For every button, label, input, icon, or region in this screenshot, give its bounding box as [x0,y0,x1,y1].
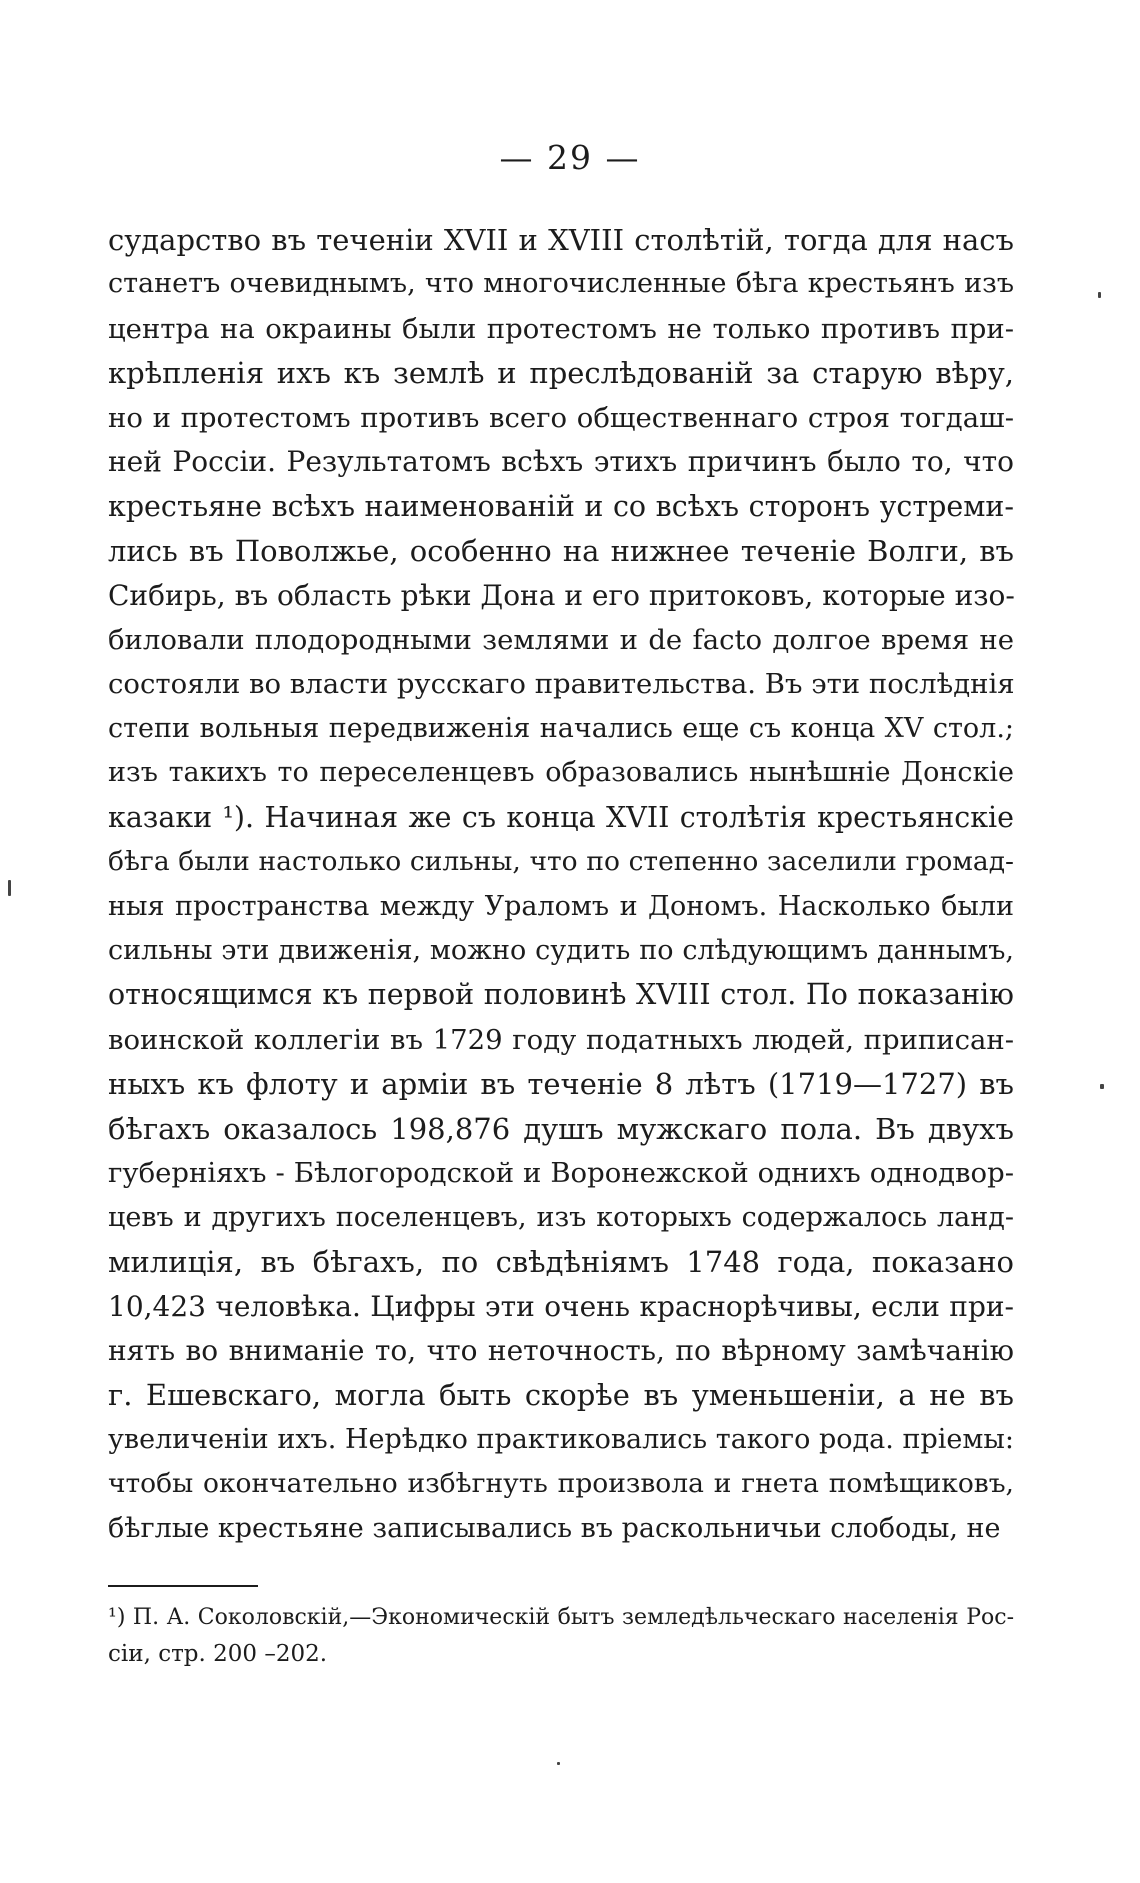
scan-speck [8,880,11,896]
text-line: губерніяхъ - Бѣлогородской и Воронежской однихъ однодвор- [108,1157,1014,1190]
text-line: Сибирь, въ область рѣки Дона и его притоковъ, которые изо- [108,578,1015,612]
text-line: милиція, въ бѣгахъ, по свѣдѣніямъ 1748 года, показано [108,1245,1014,1280]
text-line: относящимся къ первой половинѣ XVIII стол. По показанію [108,978,1014,1012]
scan-speck [1100,1084,1104,1089]
text-line: ныхъ къ флоту и арміи въ теченіе 8 лѣтъ (1719—1727) въ [108,1067,1014,1102]
text-line: сударство въ теченіи XVII и XVIII столѣтій, тогда для насъ [108,223,1014,257]
text-line: цевъ и другихъ поселенцевъ, изъ которыхъ содержалось ланд- [108,1201,1014,1233]
scan-speck [557,1762,560,1765]
text-line: но и протестомъ противъ всего общественнаго строя тогдаш- [108,401,1014,434]
text-line: крѣпленія ихъ къ землѣ и преслѣдованій за старую вѣру, [108,356,1014,391]
text-line: сильны эти движенія, можно судить по слѣдующимъ даннымъ, [108,935,1014,966]
footnote-line: ¹) П. А. Соколовскій,—Экономическій бытъ земледѣльческаго населенія Рос- [108,1605,1014,1630]
text-line: крестьяне всѣхъ наименованій и со всѣхъ сторонъ устреми- [108,489,1014,523]
text-line: г. Ешевскаго, могла быть скорѣе въ уменьшеніи, а не въ [108,1378,1014,1413]
page-number: — 29 — [499,138,641,177]
text-line: 10,423 человѣка. Цифры эти очень краснорѣчивы, если при- [108,1289,1014,1323]
footnote-divider [108,1585,258,1587]
text-line: степи вольныя передвиженія начались еще съ конца XV стол.; [108,712,1014,744]
text-line: ныя пространства между Ураломъ и Дономъ. Насколько были [108,890,1014,922]
text-line: центра на окраины были протестомъ не только противъ при- [108,312,1014,345]
text-line: увеличеніи ихъ. Нерѣдко практиковались такого рода. пріемы: [108,1423,1014,1455]
text-line: станетъ очевиднымъ, что многочисленные бѣга крестьянъ изъ [108,268,1014,300]
text-line: ней Россіи. Результатомъ всѣхъ этихъ причинъ было то, что [108,445,1014,479]
text-line: биловали плодородными землями и de facto долгое время не [108,623,1014,656]
text-line: изъ такихъ то переселенцевъ образовались нынѣшніе Донскіе [108,757,1014,789]
scan-speck [1098,292,1101,298]
text-line: бѣглые крестьяне записывались въ раскольничьи слободы, не [108,1512,1001,1544]
text-line: лись въ Поволжье, особенно на нижнее теченіе Волги, въ [108,534,1014,569]
text-line: казаки ¹). Начиная же съ конца XVII столѣтія крестьянскіе [108,800,1014,834]
footnote [108,1600,1014,1672]
text-line: нять во вниманіе то, что неточность, по вѣрному замѣчанію [108,1333,1014,1367]
footnote-line: сіи, стр. 200 –202. [108,1641,328,1667]
text-line: состояли во власти русскаго правительства. Въ эти послѣднія [108,668,1015,701]
text-line: чтобы окончательно избѣгнуть произвола и гнета помѣщиковъ, [108,1468,1014,1500]
text-line: бѣгахъ оказалось 198,876 душъ мужскаго пола. Въ двухъ [108,1111,1014,1146]
text-line: воинской коллегіи въ 1729 году податныхъ людей, приписан- [108,1023,1014,1056]
text-line: бѣга были настолько сильны, что по степенно заселили громад- [108,846,1014,878]
body-text [108,218,1014,1551]
